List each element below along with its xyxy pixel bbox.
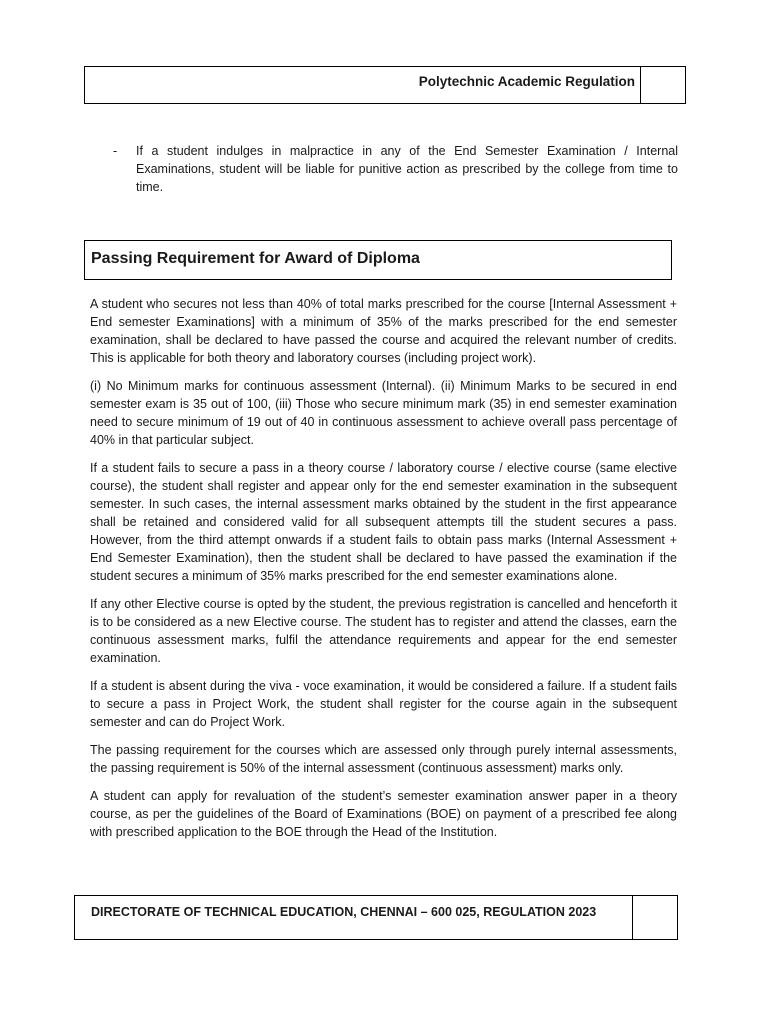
footer-page-number-cell [632, 896, 677, 939]
paragraph-internal-only: The passing requirement for the courses which are assessed only through purely internal assessments, the passing requirement is 50% of the internal assessment (continuous assessment) marks only. [90, 743, 677, 775]
bullet-item [113, 142, 678, 196]
page-header [84, 66, 686, 104]
header-page-number-cell [640, 67, 685, 103]
page-footer [74, 895, 678, 940]
paragraph-minimum-marks: (i) No Minimum marks for continuous assessment (Internal). (ii) Minimum Marks to be secured in end semester exam is 35 out of 100, (iii) Those who secure minimum mark (35) in end semester examination need to secure minimum of 19 out of 40 in continuous assessment to achieve overall pass percentage of 40% in that particular subject. [90, 379, 677, 447]
paragraph-viva-voce: If a student is absent during the viva - voce examination, it would be considered a failure. If a student fails to secure a pass in Project Work, the student shall register for the course again in the subsequent semester and can do Project Work. [90, 679, 677, 729]
paragraph-revaluation: A student can apply for revaluation of the student’s semester examination answer paper in a theory course, as per the guidelines of the Board of Examinations (BOE) on payment of a prescribed fee along with prescribed application to the BOE through the Head of the Institution. [90, 789, 677, 839]
bullet-text: If a student indulges in malpractice in any of the End Semester Examination / Internal Examinations, student will be liable for punitive action as prescribed by the college from time to time. [136, 144, 678, 194]
section-body [90, 295, 677, 851]
section-title: Passing Requirement for Award of Diploma [91, 250, 420, 267]
header-title: Polytechnic Academic Regulation [418, 74, 635, 89]
bullet-dash: - [113, 144, 118, 158]
paragraph-elective-change: If any other Elective course is opted by the student, the previous registration is cancelled and henceforth it is to be considered as a new Elective course. The student has to register and attend the classes, earn the continuous assessment marks, fulfil the attendance requirements and appear for the end semester examination. [90, 597, 677, 665]
paragraph-failure-reappearance: If a student fails to secure a pass in a theory course / laboratory course / elective course (same elective course), the student shall register and appear only for the end semester examination in the subsequent semester. In such cases, the internal assessment marks obtained by the student in the first appearance shall be retained and considered valid for all subsequent attempts till the student secures a pass. However, from the third attempt onwards if a student fails to obtain pass marks (Internal Assessment + End Semester Examination), then the student shall be declared to have passed the examination if the student secures a minimum of 35% marks prescribed for the end semester examinations alone. [90, 461, 677, 583]
paragraph-pass-criteria: A student who secures not less than 40% of total marks prescribed for the course [Internal Assessment + End semester Examinations] with a minimum of 35% of the marks prescribed for the end semester examination, shall be declared to have passed the course and acquired the relevant number of credits. This is applicable for both theory and laboratory courses (including project work). [90, 297, 677, 365]
footer-title: DIRECTORATE OF TECHNICAL EDUCATION, CHENNAI – 600 025, REGULATION 2023 [91, 905, 597, 919]
section-heading-box [84, 240, 672, 280]
